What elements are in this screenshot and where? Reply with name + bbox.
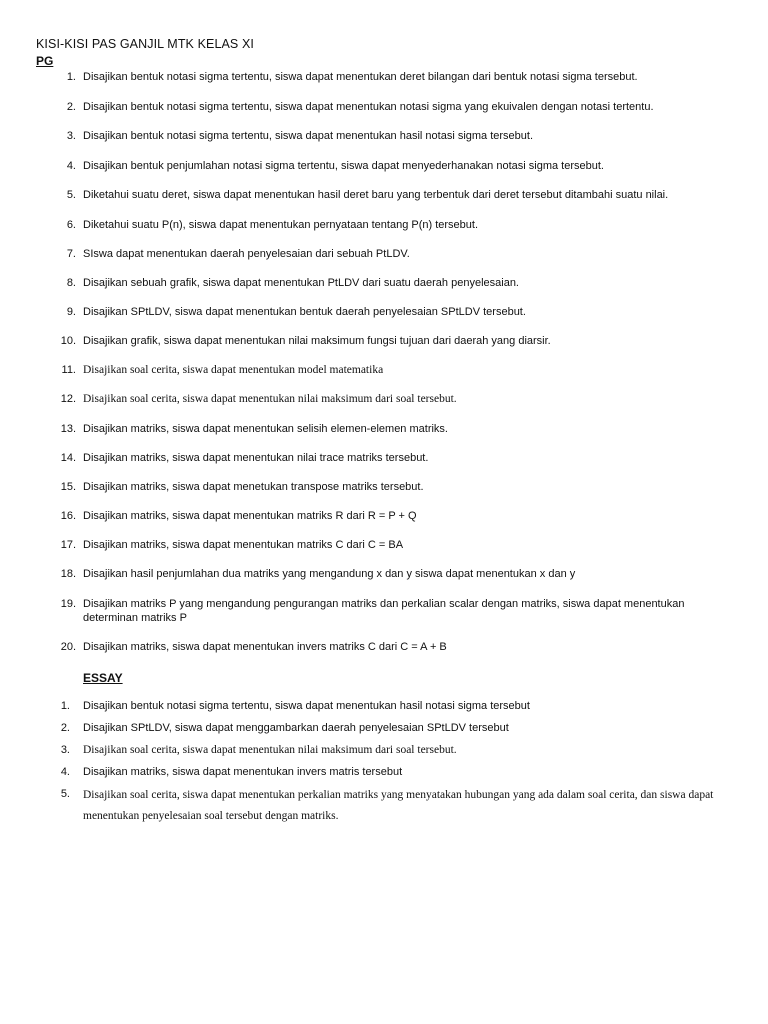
item-number: 15. xyxy=(60,481,76,493)
item-number: 7. xyxy=(66,248,76,260)
item-number: 3. xyxy=(66,130,76,142)
item-number: 8. xyxy=(66,277,76,289)
item-number: 18. xyxy=(60,568,76,580)
item-number: 1. xyxy=(66,71,76,83)
item-text: Disajikan SPtLDV, siswa dapat menentukan bentuk daerah penyelesaian SPtLDV tersebut. xyxy=(83,306,526,318)
item-text: Disajikan matriks P yang mengandung pengurangan matriks dan perkalian scalar dengan matriks, siswa dapat menentukan determinan matriks P xyxy=(83,598,685,624)
item-number: 2. xyxy=(60,722,70,734)
item-number: 12. xyxy=(60,393,76,405)
item-text: Disajikan bentuk penjumlahan notasi sigma tertentu, siswa dapat menyederhanakan notasi sigma tersebut. xyxy=(83,160,604,172)
item-text: Disajikan soal cerita, siswa dapat menentukan nilai maksimum dari soal tersebut. xyxy=(83,393,457,405)
item-text: Disajikan bentuk notasi sigma tertentu, siswa dapat menentukan notasi sigma yang ekuivalen dengan notasi tertentu. xyxy=(83,101,654,113)
item-text: Disajikan bentuk notasi sigma tertentu, siswa dapat menentukan deret bilangan dari bentuk notasi sigma tersebut. xyxy=(83,71,638,83)
item-text: Disajikan bentuk notasi sigma tertentu, siswa dapat menentukan hasil notasi sigma tersebut. xyxy=(83,130,534,142)
item-number: 4. xyxy=(66,160,76,172)
item-text: Diketahui suatu P(n), siswa dapat menentukan pernyataan tentang P(n) tersebut. xyxy=(83,219,479,231)
item-number: 6. xyxy=(66,219,76,231)
item-text: Disajikan bentuk notasi sigma tertentu, siswa dapat menentukan hasil notasi sigma tersebut xyxy=(83,700,530,712)
item-text: Disajikan matriks, siswa dapat menentukan matriks R dari R = P + Q xyxy=(83,510,417,522)
item-text: Diketahui suatu deret, siswa dapat menentukan hasil deret baru yang terbentuk dari deret tersebut ditambahi suatu nilai. xyxy=(83,189,669,201)
item-number: 4. xyxy=(60,766,70,778)
item-text: Disajikan grafik, siswa dapat menentukan nilai maksimum fungsi tujuan dari daerah yang diarsir. xyxy=(83,335,551,347)
item-text: Disajikan matriks, siswa dapat menentukan invers matris tersebut xyxy=(83,766,403,778)
document-title: KISI-KISI PAS GANJIL MTK KELAS XI xyxy=(36,37,254,51)
item-text: Disajikan SPtLDV, siswa dapat menggambarkan daerah penyelesaian SPtLDV tersebut xyxy=(83,722,509,734)
item-text: Disajikan soal cerita, siswa dapat menentukan nilai maksimum dari soal tersebut. xyxy=(83,744,457,756)
item-text: Disajikan sebuah grafik, siswa dapat menentukan PtLDV dari suatu daerah penyelesaian. xyxy=(83,277,519,289)
item-text: Disajikan matriks, siswa dapat menentukan nilai trace matriks tersebut. xyxy=(83,452,429,464)
item-number: 9. xyxy=(66,306,76,318)
item-text: Disajikan soal cerita, siswa dapat menentukan model matematika xyxy=(83,364,384,376)
item-number: 2. xyxy=(66,101,76,113)
item-number: 10. xyxy=(60,335,76,347)
item-number: 11. xyxy=(61,364,76,376)
item-number: 14. xyxy=(60,452,76,464)
item-text: Disajikan matriks, siswa dapat menentukan invers matriks C dari C = A + B xyxy=(83,641,447,653)
item-number: 19. xyxy=(60,598,76,610)
item-number: 3. xyxy=(60,744,70,756)
item-number: 5. xyxy=(66,189,76,201)
pg-heading: PG xyxy=(36,54,54,68)
essay-heading: ESSAY xyxy=(83,671,123,685)
item-number: 20. xyxy=(60,641,76,653)
item-number: 16. xyxy=(60,510,76,522)
item-number: 17. xyxy=(60,539,76,551)
item-text: SIswa dapat menentukan daerah penyelesaian dari sebuah PtLDV. xyxy=(83,248,410,260)
item-text: Disajikan soal cerita, siswa dapat menentukan perkalian matriks yang menyatakan hubungan yang ada dalam soal cerita, dan siswa dapat menentukan penyelesaian soal tersebut dengan matriks. xyxy=(83,789,714,822)
item-text: Disajikan matriks, siswa dapat menetukan transpose matriks tersebut. xyxy=(83,481,424,493)
item-number: 5. xyxy=(60,788,70,800)
item-text: Disajikan matriks, siswa dapat menentukan matriks C dari C = BA xyxy=(83,539,404,551)
item-text: Disajikan matriks, siswa dapat menentukan selisih elemen-elemen matriks. xyxy=(83,423,448,435)
item-number: 1. xyxy=(60,700,70,712)
item-number: 13. xyxy=(60,423,76,435)
item-text: Disajikan hasil penjumlahan dua matriks yang mengandung x dan y siswa dapat menentukan x dan y xyxy=(83,568,576,580)
